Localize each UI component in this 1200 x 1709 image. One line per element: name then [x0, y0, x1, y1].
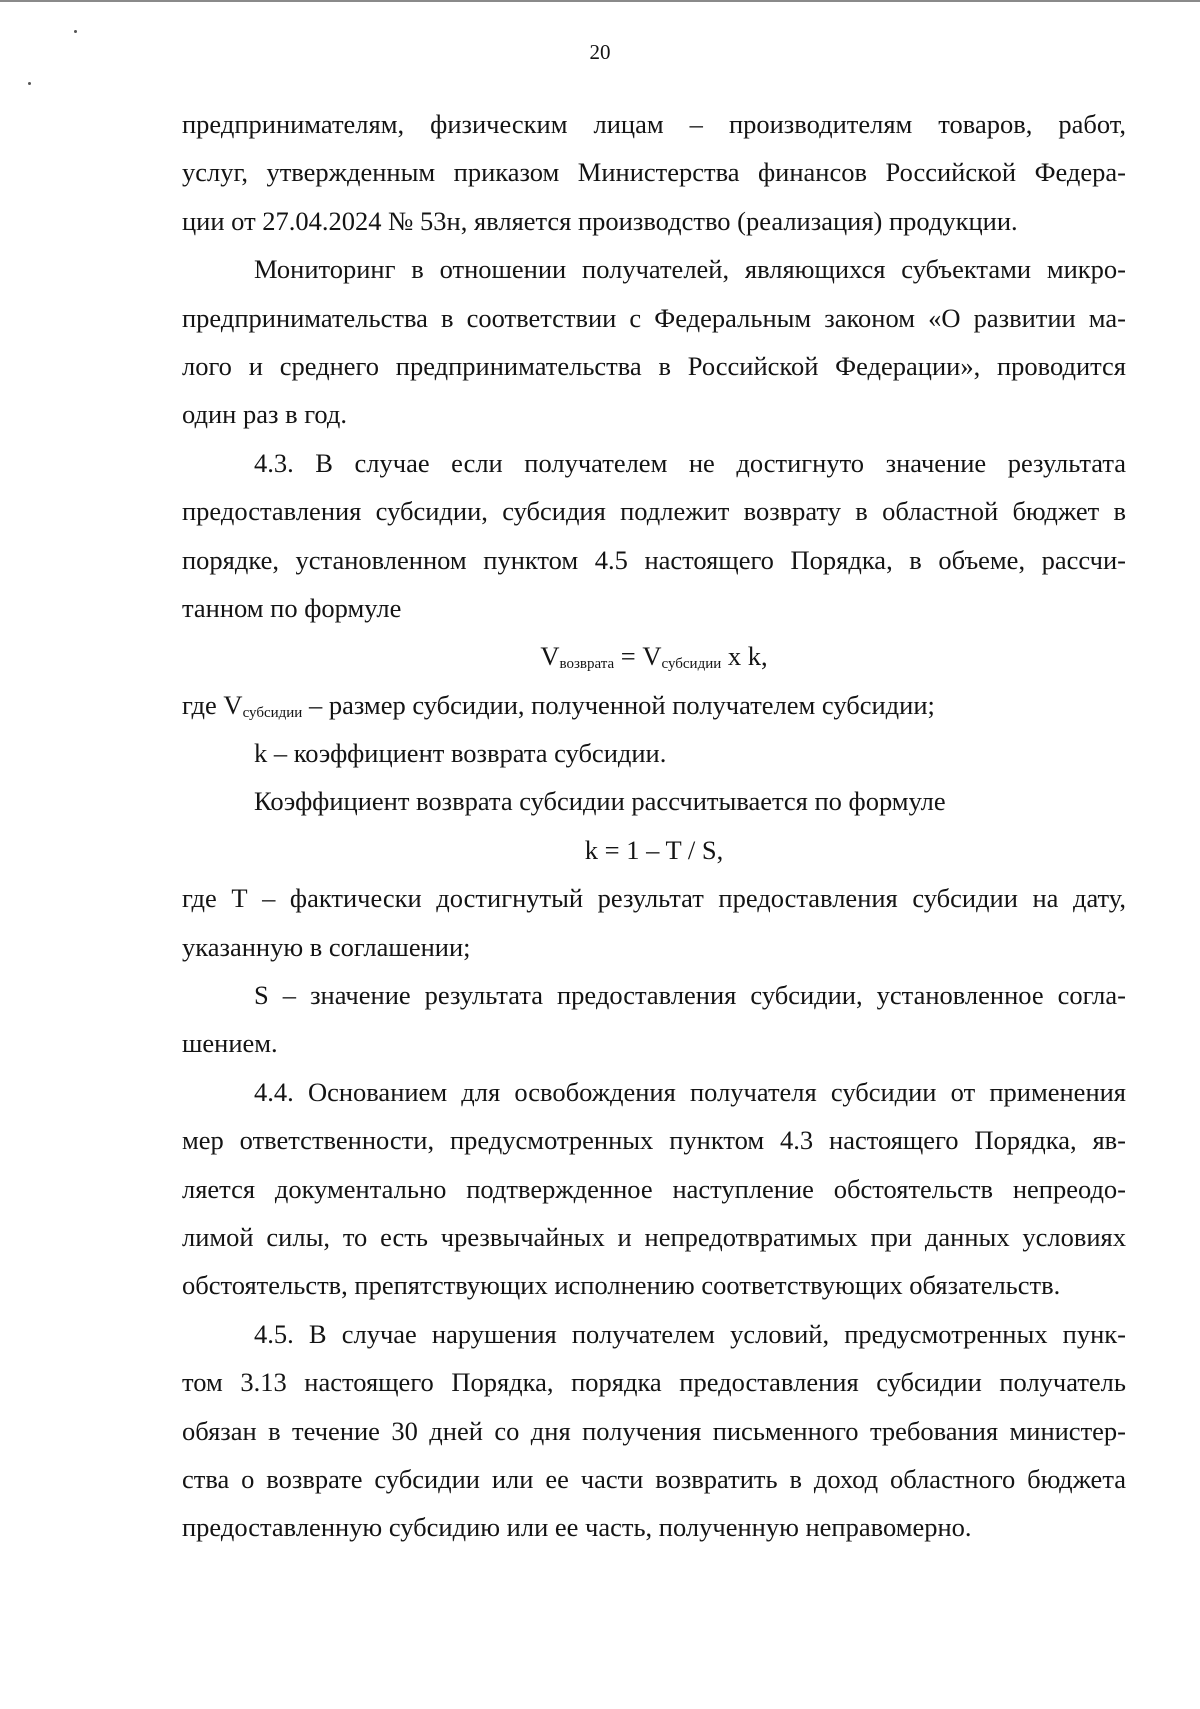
- text-line: один раз в год.: [182, 399, 348, 430]
- scan-speck: [74, 30, 77, 33]
- text-line: предоставления субсидии, субсидия подлежит возврату в областной бюджет в: [182, 496, 1126, 527]
- scan-speck: [28, 82, 31, 85]
- text-line: 4.5. В случае нарушения получателем условий, предусмотренных пунк-: [254, 1318, 1126, 1349]
- text-line: танном по формуле: [182, 592, 402, 623]
- text-line: обстоятельств, препятствующих исполнению соответствующих обязательств.: [182, 1270, 1061, 1301]
- definition-prefix: где V: [182, 689, 243, 720]
- document-body: [182, 100, 1126, 1552]
- definition-text: – размер субсидии, полученной получателем субсидии;: [302, 689, 935, 720]
- paragraph-4-3: [182, 439, 1126, 633]
- text-line: Мониторинг в отношении получателей, являющихся субъектами микро-: [254, 254, 1126, 285]
- paragraph-monitoring: [182, 245, 1126, 439]
- text-line: 4.3. В случае если получателем не достигнуто значение результата: [254, 447, 1126, 478]
- definition-t: [182, 874, 1126, 971]
- text-line: S – значение результата предоставления субсидии, установленное согла-: [254, 980, 1126, 1011]
- text-line: мер ответственности, предусмотренных пунктом 4.3 настоящего Порядка, яв-: [182, 1125, 1126, 1156]
- text-line: ляется документально подтвержденное наступление обстоятельств непреодо-: [182, 1173, 1126, 1204]
- text-line: указанную в соглашении;: [182, 931, 471, 962]
- paragraph-4-4: [182, 1068, 1126, 1310]
- text-line: предпринимательства в соответствии с Федеральным законом «О развитии ма-: [182, 302, 1126, 333]
- formula-symbol: V: [540, 641, 560, 672]
- definition-s: [182, 971, 1126, 1068]
- text-line: услуг, утвержденным приказом Министерства финансов Российской Федера-: [182, 157, 1126, 188]
- definition-subsidy-size: [182, 681, 1126, 729]
- text-line: том 3.13 настоящего Порядка, порядка предоставления субсидии получатель: [182, 1367, 1126, 1398]
- formula-subscript: возврата: [559, 656, 615, 673]
- text-line: порядке, установленном пунктом 4.5 настоящего Порядка, в объеме, рассчи-: [182, 544, 1126, 575]
- page-number: 20: [589, 40, 611, 64]
- coefficient-intro: Коэффициент возврата субсидии рассчитывается по формуле: [254, 786, 946, 817]
- formula-coefficient: k = 1 – T / S,: [584, 834, 724, 865]
- text-line: где Т – фактически достигнутый результат предоставления субсидии на дату,: [182, 883, 1126, 914]
- text-line: обязан в течение 30 дней со дня получения письменного требования министер-: [182, 1415, 1126, 1446]
- formula-subscript: субсидии: [242, 704, 303, 721]
- paragraph-4-5: [182, 1310, 1126, 1552]
- text-line: шением.: [182, 1028, 278, 1059]
- text-line: 4.4. Основанием для освобождения получателя субсидии от применения: [254, 1076, 1126, 1107]
- formula-subscript: субсидии: [661, 656, 722, 673]
- top-scan-edge: [0, 0, 1200, 2]
- text-line: предпринимателям, физическим лицам – производителям товаров, работ,: [182, 109, 1126, 139]
- text-line: лого и среднего предпринимательства в Российской Федерации», проводится: [182, 350, 1126, 381]
- text-line: ции от 27.04.2024 № 53н, является производство (реализация) продукции.: [182, 205, 1018, 236]
- text-line: лимой силы, то есть чрезвычайных и непредотвратимых при данных условиях: [182, 1221, 1126, 1252]
- text-line: ства о возврате субсидии или ее части возвратить в доход областного бюджета: [182, 1463, 1126, 1494]
- formula-operator: =: [614, 641, 643, 672]
- text-line: предоставленную субсидию или ее часть, полученную неправомерно.: [182, 1512, 972, 1543]
- formula-tail: x k,: [721, 641, 768, 672]
- formula-symbol: V: [642, 641, 662, 672]
- paragraph-continuation: [182, 100, 1126, 245]
- definition-k: k – коэффициент возврата субсидии.: [254, 738, 667, 769]
- formula-return-volume: [182, 632, 1126, 680]
